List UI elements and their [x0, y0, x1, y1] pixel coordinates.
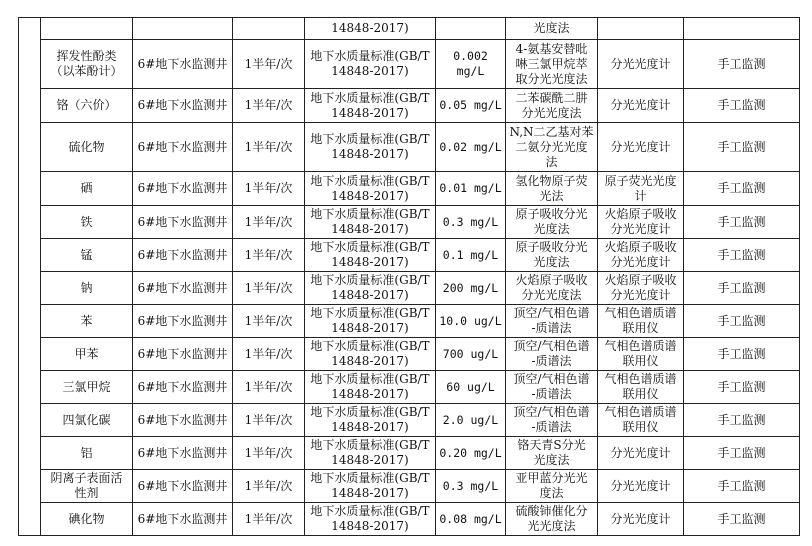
cell-frequency: 1半年/次 [233, 305, 305, 338]
cell-location: 6#地下水监测井 [133, 470, 233, 503]
cell-parameter: 硫化物 [41, 123, 133, 172]
cell-location: 6#地下水监测井 [133, 404, 233, 437]
cell-location: 6#地下水监测井 [133, 40, 233, 89]
cell-mode: 手工监测 [684, 404, 800, 437]
table-row [19, 305, 800, 338]
cell-standard: 14848-2017) [305, 18, 436, 40]
cell-standard: 地下水质量标准(GB/T 14848-2017) [305, 272, 436, 305]
cell-method: 光度法 [506, 18, 598, 40]
cell-parameter: 甲苯 [41, 338, 133, 371]
monitoring-table-container [18, 17, 800, 536]
cell-instrument [598, 18, 684, 40]
cell-frequency [233, 18, 305, 40]
cell-frequency: 1半年/次 [233, 338, 305, 371]
table-row [19, 470, 800, 503]
cell-method: 原子吸收分光 光度法 [506, 239, 598, 272]
cell-parameter: 硒 [41, 172, 133, 206]
cell-method: 顶空/气相色谱 -质谱法 [506, 371, 598, 404]
cell-parameter: 挥发性酚类 （以苯酚计） [41, 40, 133, 89]
table-row [19, 172, 800, 206]
cell-parameter: 锰 [41, 239, 133, 272]
cell-mode: 手工监测 [684, 272, 800, 305]
cell-mode: 手工监测 [684, 89, 800, 123]
cell-method: 顶空/气相色谱 -质谱法 [506, 338, 598, 371]
cell-instrument: 气相色谱质谱 联用仪 [598, 338, 684, 371]
cell-method: 火焰原子吸收 分光光度法 [506, 272, 598, 305]
cell-method: 铬天青S分光 光度法 [506, 437, 598, 470]
cell-instrument: 火焰原子吸收 分光光度计 [598, 239, 684, 272]
cell-frequency: 1半年/次 [233, 371, 305, 404]
cell-parameter [41, 18, 133, 40]
cell-standard: 地下水质量标准(GB/T 14848-2017) [305, 404, 436, 437]
cell-frequency: 1半年/次 [233, 206, 305, 239]
cell-mode [684, 18, 800, 40]
cell-location: 6#地下水监测井 [133, 503, 233, 536]
cell-standard: 地下水质量标准(GB/T 14848-2017) [305, 470, 436, 503]
cell-parameter: 阴离子表面活 性剂 [41, 470, 133, 503]
cell-mode: 手工监测 [684, 172, 800, 206]
cell-limit: 0.02 mg/L [436, 123, 506, 172]
cell-limit: 0.05 mg/L [436, 89, 506, 123]
cell-frequency: 1半年/次 [233, 172, 305, 206]
cell-method: 顶空/气相色谱 -质谱法 [506, 305, 598, 338]
cell-standard: 地下水质量标准(GB/T 14848-2017) [305, 89, 436, 123]
cell-location: 6#地下水监测井 [133, 123, 233, 172]
cell-mode: 手工监测 [684, 371, 800, 404]
table-row [19, 239, 800, 272]
cell-limit: 60 ug/L [436, 371, 506, 404]
table-body [19, 18, 800, 536]
table-row [19, 503, 800, 536]
cell-limit: 200 mg/L [436, 272, 506, 305]
cell-mode: 手工监测 [684, 123, 800, 172]
cell-location: 6#地下水监测井 [133, 371, 233, 404]
cell-mode: 手工监测 [684, 40, 800, 89]
table-row [19, 404, 800, 437]
cell-mode: 手工监测 [684, 470, 800, 503]
cell-mode: 手工监测 [684, 305, 800, 338]
cell-instrument: 火焰原子吸收 分光光度计 [598, 206, 684, 239]
cell-limit: 700 ug/L [436, 338, 506, 371]
cell-location: 6#地下水监测井 [133, 172, 233, 206]
cell-method: 原子吸收分光 光度法 [506, 206, 598, 239]
cell-instrument: 气相色谱质谱 联用仪 [598, 404, 684, 437]
cell-mode: 手工监测 [684, 239, 800, 272]
table-row [19, 40, 800, 89]
cell-instrument: 分光光度计 [598, 437, 684, 470]
cell-parameter: 铝 [41, 437, 133, 470]
cell-limit: 0.1 mg/L [436, 239, 506, 272]
table-row [19, 338, 800, 371]
cell-standard: 地下水质量标准(GB/T 14848-2017) [305, 239, 436, 272]
cell-limit: 0.08 mg/L [436, 503, 506, 536]
cell-location: 6#地下水监测井 [133, 338, 233, 371]
cell-parameter: 四氯化碳 [41, 404, 133, 437]
cell-standard: 地下水质量标准(GB/T 14848-2017) [305, 503, 436, 536]
cell-standard: 地下水质量标准(GB/T 14848-2017) [305, 40, 436, 89]
cell-method: 二苯碳酰二肼 分光光度法 [506, 89, 598, 123]
cell-limit: 2.0 ug/L [436, 404, 506, 437]
left-merged-cell [19, 18, 41, 536]
cell-mode: 手工监测 [684, 503, 800, 536]
cell-instrument: 分光光度计 [598, 40, 684, 89]
cell-standard: 地下水质量标准(GB/T 14848-2017) [305, 172, 436, 206]
table-row [19, 272, 800, 305]
cell-mode: 手工监测 [684, 206, 800, 239]
cell-method: N,N二乙基对苯 二氨分光光度 法 [506, 123, 598, 172]
monitoring-table [18, 17, 800, 536]
cell-frequency: 1半年/次 [233, 470, 305, 503]
cell-mode: 手工监测 [684, 437, 800, 470]
cell-method: 顶空/气相色谱 -质谱法 [506, 404, 598, 437]
cell-limit: 0.002 mg/L [436, 40, 506, 89]
cell-limit: 0.01 mg/L [436, 172, 506, 206]
cell-instrument: 分光光度计 [598, 89, 684, 123]
cell-frequency: 1半年/次 [233, 437, 305, 470]
cell-location [133, 18, 233, 40]
cell-frequency: 1半年/次 [233, 40, 305, 89]
cell-parameter: 碘化物 [41, 503, 133, 536]
cell-instrument: 分光光度计 [598, 503, 684, 536]
cell-location: 6#地下水监测井 [133, 305, 233, 338]
cell-standard: 地下水质量标准(GB/T 14848-2017) [305, 123, 436, 172]
cell-method: 氢化物原子荧 光法 [506, 172, 598, 206]
cell-limit: 0.20 mg/L [436, 437, 506, 470]
cell-frequency: 1半年/次 [233, 503, 305, 536]
cell-location: 6#地下水监测井 [133, 206, 233, 239]
cell-parameter: 苯 [41, 305, 133, 338]
cell-parameter: 铬（六价） [41, 89, 133, 123]
cell-mode: 手工监测 [684, 338, 800, 371]
table-row [19, 437, 800, 470]
cell-instrument: 火焰原子吸收 分光光度计 [598, 272, 684, 305]
cell-standard: 地下水质量标准(GB/T 14848-2017) [305, 338, 436, 371]
cell-method: 4-氨基安替吡 啉三氯甲烷萃 取分光光度法 [506, 40, 598, 89]
table-row [19, 206, 800, 239]
cell-standard: 地下水质量标准(GB/T 14848-2017) [305, 206, 436, 239]
cell-frequency: 1半年/次 [233, 239, 305, 272]
cell-location: 6#地下水监测井 [133, 89, 233, 123]
cell-frequency: 1半年/次 [233, 404, 305, 437]
cell-parameter: 钠 [41, 272, 133, 305]
cell-limit: 0.3 mg/L [436, 206, 506, 239]
cell-parameter: 三氯甲烷 [41, 371, 133, 404]
table-row [19, 123, 800, 172]
cell-standard: 地下水质量标准(GB/T 14848-2017) [305, 371, 436, 404]
cell-instrument: 气相色谱质谱 联用仪 [598, 371, 684, 404]
table-row [19, 371, 800, 404]
cell-location: 6#地下水监测井 [133, 239, 233, 272]
cell-limit: 0.3 mg/L [436, 470, 506, 503]
cell-location: 6#地下水监测井 [133, 437, 233, 470]
cell-instrument: 分光光度计 [598, 123, 684, 172]
cell-limit: 10.0 ug/L [436, 305, 506, 338]
cell-instrument: 原子荧光光度 计 [598, 172, 684, 206]
cell-instrument: 气相色谱质谱 联用仪 [598, 305, 684, 338]
cell-method: 硫酸铈催化分 光光度法 [506, 503, 598, 536]
cell-frequency: 1半年/次 [233, 272, 305, 305]
cell-limit [436, 18, 506, 40]
cell-location: 6#地下水监测井 [133, 272, 233, 305]
cell-method: 亚甲蓝分光光 度法 [506, 470, 598, 503]
cell-standard: 地下水质量标准(GB/T 14848-2017) [305, 305, 436, 338]
cell-parameter: 铁 [41, 206, 133, 239]
cell-frequency: 1半年/次 [233, 89, 305, 123]
table-row [19, 89, 800, 123]
cell-standard: 地下水质量标准(GB/T 14848-2017) [305, 437, 436, 470]
cell-instrument: 分光光度计 [598, 470, 684, 503]
cell-frequency: 1半年/次 [233, 123, 305, 172]
table-row-top-continuation [19, 18, 800, 40]
